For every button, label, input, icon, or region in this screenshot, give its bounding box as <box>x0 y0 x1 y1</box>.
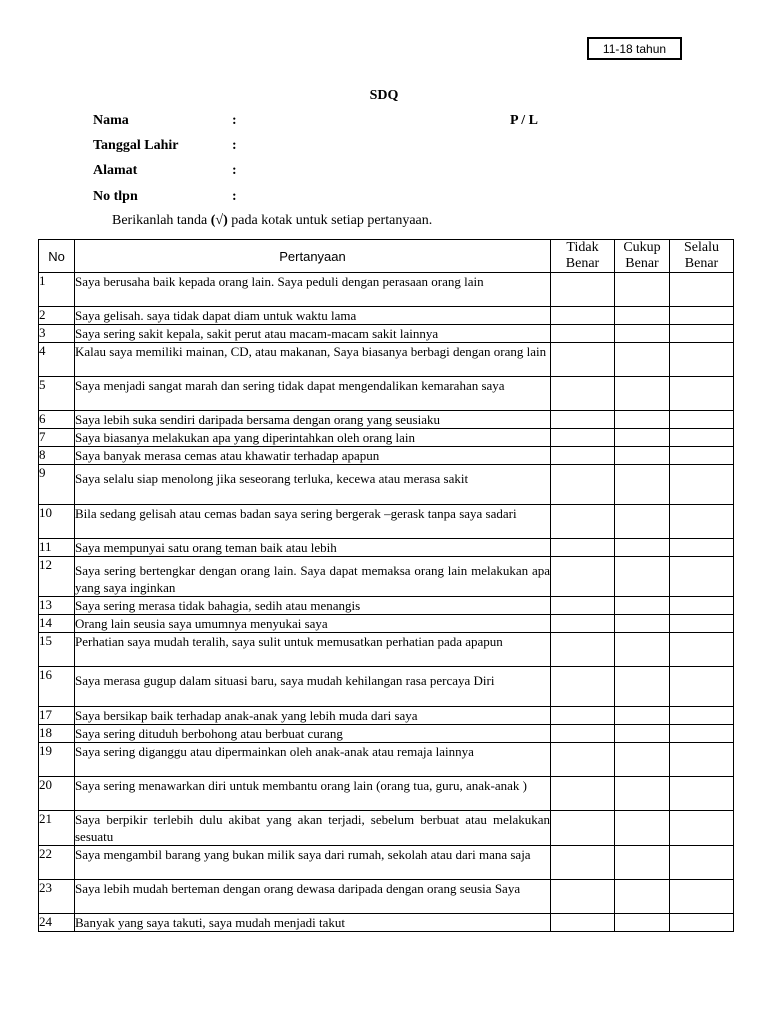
answer-selalu-benar-cell[interactable] <box>670 343 734 377</box>
question-number: 19 <box>39 743 75 777</box>
answer-cukup-benar-cell[interactable] <box>615 633 670 667</box>
answer-cukup-benar-cell[interactable] <box>615 343 670 377</box>
birthdate-label: Tanggal Lahir <box>93 138 179 153</box>
answer-cukup-benar-cell[interactable] <box>615 777 670 811</box>
answer-tidak-benar-cell[interactable] <box>551 743 615 777</box>
answer-selalu-benar-cell[interactable] <box>670 377 734 411</box>
answer-selalu-benar-cell[interactable] <box>670 667 734 707</box>
answer-selalu-benar-cell[interactable] <box>670 273 734 307</box>
table-row <box>39 377 734 411</box>
answer-selalu-benar-cell[interactable] <box>670 411 734 429</box>
question-number: 6 <box>39 411 75 429</box>
answer-tidak-benar-cell[interactable] <box>551 557 615 597</box>
answer-tidak-benar-cell[interactable] <box>551 447 615 465</box>
answer-tidak-benar-cell[interactable] <box>551 411 615 429</box>
question-number: 12 <box>39 557 75 597</box>
answer-selalu-benar-cell[interactable] <box>670 880 734 914</box>
question-text: Saya mengambil barang yang bukan milik saya dari rumah, sekolah atau dari mana saja <box>75 846 551 880</box>
answer-selalu-benar-cell[interactable] <box>670 633 734 667</box>
question-number: 21 <box>39 811 75 846</box>
question-text: Saya sering bertengkar dengan orang lain. Saya dapat memaksa orang lain melakukan apa yang saya inginkan <box>75 557 551 597</box>
question-text: Saya sering merasa tidak bahagia, sedih atau menangis <box>75 597 551 615</box>
question-number: 1 <box>39 273 75 307</box>
answer-tidak-benar-cell[interactable] <box>551 539 615 557</box>
address-colon: : <box>232 163 237 178</box>
question-number: 2 <box>39 307 75 325</box>
question-number: 7 <box>39 429 75 447</box>
address-label: Alamat <box>93 163 138 178</box>
question-number: 11 <box>39 539 75 557</box>
answer-selalu-benar-cell[interactable] <box>670 914 734 932</box>
question-text: Saya lebih suka sendiri daripada bersama dengan orang yang seusiaku <box>75 411 551 429</box>
table-row <box>39 597 734 615</box>
question-text: Saya sering menawarkan diri untuk membantu orang lain (orang tua, guru, anak-anak ) <box>75 777 551 811</box>
table-row <box>39 615 734 633</box>
answer-cukup-benar-cell[interactable] <box>615 707 670 725</box>
answer-cukup-benar-cell[interactable] <box>615 667 670 707</box>
answer-cukup-benar-cell[interactable] <box>615 429 670 447</box>
answer-cukup-benar-cell[interactable] <box>615 447 670 465</box>
answer-tidak-benar-cell[interactable] <box>551 307 615 325</box>
answer-tidak-benar-cell[interactable] <box>551 725 615 743</box>
table-row <box>39 633 734 667</box>
questionnaire-table <box>38 239 734 932</box>
answer-cukup-benar-cell[interactable] <box>615 377 670 411</box>
answer-selalu-benar-cell[interactable] <box>670 429 734 447</box>
answer-selalu-benar-cell[interactable] <box>670 811 734 846</box>
gender-label: P / L <box>510 113 539 128</box>
question-number: 14 <box>39 615 75 633</box>
table-row <box>39 447 734 465</box>
answer-tidak-benar-cell[interactable] <box>551 667 615 707</box>
age-range-box <box>587 37 682 60</box>
question-number: 5 <box>39 377 75 411</box>
answer-cukup-benar-cell[interactable] <box>615 273 670 307</box>
answer-cukup-benar-cell[interactable] <box>615 557 670 597</box>
instruction-text <box>112 213 432 229</box>
answer-tidak-benar-cell[interactable] <box>551 633 615 667</box>
question-number: 10 <box>39 505 75 539</box>
answer-tidak-benar-cell[interactable] <box>551 880 615 914</box>
question-text: Saya merasa gugup dalam situasi baru, saya mudah kehilangan rasa percaya Diri <box>75 667 551 707</box>
table-row <box>39 667 734 707</box>
answer-cukup-benar-cell[interactable] <box>615 539 670 557</box>
answer-tidak-benar-cell[interactable] <box>551 377 615 411</box>
answer-cukup-benar-cell[interactable] <box>615 846 670 880</box>
form-title: SDQ <box>369 88 399 103</box>
answer-selalu-benar-cell[interactable] <box>670 597 734 615</box>
answer-tidak-benar-cell[interactable] <box>551 429 615 447</box>
answer-tidak-benar-cell[interactable] <box>551 707 615 725</box>
header-no: No <box>39 240 75 273</box>
question-number: 16 <box>39 667 75 707</box>
answer-selalu-benar-cell[interactable] <box>670 557 734 597</box>
answer-cukup-benar-cell[interactable] <box>615 914 670 932</box>
question-number: 15 <box>39 633 75 667</box>
table-row <box>39 429 734 447</box>
table-row <box>39 343 734 377</box>
question-text: Saya mempunyai satu orang teman baik atau lebih <box>75 539 551 557</box>
answer-tidak-benar-cell[interactable] <box>551 914 615 932</box>
answer-tidak-benar-cell[interactable] <box>551 505 615 539</box>
answer-selalu-benar-cell[interactable] <box>670 325 734 343</box>
question-number: 22 <box>39 846 75 880</box>
table-row <box>39 465 734 505</box>
answer-tidak-benar-cell[interactable] <box>551 811 615 846</box>
answer-selalu-benar-cell[interactable] <box>670 743 734 777</box>
answer-cukup-benar-cell[interactable] <box>615 505 670 539</box>
answer-tidak-benar-cell[interactable] <box>551 597 615 615</box>
check-mark-symbol: (√) <box>210 213 228 228</box>
table-row <box>39 811 734 846</box>
answer-cukup-benar-cell[interactable] <box>615 307 670 325</box>
answer-cukup-benar-cell[interactable] <box>615 411 670 429</box>
question-number: 8 <box>39 447 75 465</box>
question-number: 9 <box>39 465 75 505</box>
table-row <box>39 880 734 914</box>
instruction-before: Berikanlah tanda <box>112 213 208 228</box>
question-text: Saya berusaha baik kepada orang lain. Saya peduli dengan perasaan orang lain <box>75 273 551 307</box>
question-text: Saya selalu siap menolong jika seseorang terluka, kecewa atau merasa sakit <box>75 465 551 505</box>
header-cukup-benar: Cukup Benar <box>615 240 670 273</box>
answer-selalu-benar-cell[interactable] <box>670 307 734 325</box>
answer-tidak-benar-cell[interactable] <box>551 273 615 307</box>
answer-tidak-benar-cell[interactable] <box>551 615 615 633</box>
table-row <box>39 325 734 343</box>
question-text: Orang lain seusia saya umumnya menyukai saya <box>75 615 551 633</box>
table-row <box>39 273 734 307</box>
answer-selalu-benar-cell[interactable] <box>670 505 734 539</box>
answer-cukup-benar-cell[interactable] <box>615 743 670 777</box>
question-text: Saya berpikir terlebih dulu akibat yang akan terjadi, sebelum berbuat atau melakukan sesuatu <box>75 812 550 844</box>
answer-selalu-benar-cell[interactable] <box>670 447 734 465</box>
table-row <box>39 846 734 880</box>
table-row <box>39 505 734 539</box>
answer-selalu-benar-cell[interactable] <box>670 725 734 743</box>
answer-tidak-benar-cell[interactable] <box>551 777 615 811</box>
table-header-row <box>39 240 734 273</box>
answer-selalu-benar-cell[interactable] <box>670 465 734 505</box>
question-text: Saya banyak merasa cemas atau khawatir terhadap apapun <box>75 447 551 465</box>
header-selalu-benar: Selalu Benar <box>670 240 734 273</box>
phone-colon: : <box>232 189 237 204</box>
answer-cukup-benar-cell[interactable] <box>615 615 670 633</box>
question-number: 18 <box>39 725 75 743</box>
question-text: Bila sedang gelisah atau cemas badan saya sering bergerak –gerask tanpa saya sadari <box>75 505 551 539</box>
question-text: Saya lebih mudah berteman dengan orang dewasa daripada dengan orang seusia Saya <box>75 880 551 914</box>
answer-selalu-benar-cell[interactable] <box>670 707 734 725</box>
answer-cukup-benar-cell[interactable] <box>615 325 670 343</box>
question-text: Kalau saya memiliki mainan, CD, atau makanan, Saya biasanya berbagi dengan orang lain <box>75 343 551 377</box>
answer-cukup-benar-cell[interactable] <box>615 811 670 846</box>
table-row <box>39 743 734 777</box>
phone-label: No tlpn <box>93 189 138 204</box>
answer-tidak-benar-cell[interactable] <box>551 846 615 880</box>
answer-tidak-benar-cell[interactable] <box>551 325 615 343</box>
instruction-after: pada kotak untuk setiap pertanyaan. <box>231 213 433 228</box>
header-question: Pertanyaan <box>75 240 551 273</box>
answer-cukup-benar-cell[interactable] <box>615 725 670 743</box>
question-number: 17 <box>39 707 75 725</box>
table-row <box>39 557 734 597</box>
question-text: Perhatian saya mudah teralih, saya sulit untuk memusatkan perhatian pada apapun <box>75 633 551 667</box>
table-row <box>39 411 734 429</box>
answer-cukup-benar-cell[interactable] <box>615 465 670 505</box>
question-number: 24 <box>39 914 75 932</box>
answer-selalu-benar-cell[interactable] <box>670 615 734 633</box>
age-range-label: 11-18 tahun <box>602 41 667 56</box>
question-number: 3 <box>39 325 75 343</box>
question-number: 4 <box>39 343 75 377</box>
table-row <box>39 914 734 932</box>
question-text: Saya biasanya melakukan apa yang diperintahkan oleh orang lain <box>75 429 551 447</box>
question-number: 23 <box>39 880 75 914</box>
answer-selalu-benar-cell[interactable] <box>670 777 734 811</box>
question-text: Saya menjadi sangat marah dan sering tidak dapat mengendalikan kemarahan saya <box>75 377 551 411</box>
table-row <box>39 539 734 557</box>
answer-selalu-benar-cell[interactable] <box>670 846 734 880</box>
question-text: Banyak yang saya takuti, saya mudah menjadi takut <box>75 914 551 932</box>
question-text: Saya sering dituduh berbohong atau berbuat curang <box>75 725 551 743</box>
birthdate-colon: : <box>232 138 237 153</box>
question-number: 13 <box>39 597 75 615</box>
name-colon: : <box>232 113 237 128</box>
name-label: Nama <box>93 113 129 128</box>
question-number: 20 <box>39 777 75 811</box>
question-text: Saya sering diganggu atau dipermainkan oleh anak-anak atau remaja lainnya <box>75 743 551 777</box>
answer-cukup-benar-cell[interactable] <box>615 597 670 615</box>
table-row <box>39 307 734 325</box>
answer-cukup-benar-cell[interactable] <box>615 880 670 914</box>
table-row <box>39 725 734 743</box>
table-row <box>39 707 734 725</box>
question-text: Saya gelisah. saya tidak dapat diam untuk waktu lama <box>75 307 551 325</box>
question-text: Saya bersikap baik terhadap anak-anak yang lebih muda dari saya <box>75 707 551 725</box>
answer-tidak-benar-cell[interactable] <box>551 343 615 377</box>
header-tidak-benar: Tidak Benar <box>551 240 615 273</box>
table-row <box>39 777 734 811</box>
question-text: Saya sering sakit kepala, sakit perut atau macam-macam sakit lainnya <box>75 325 551 343</box>
answer-selalu-benar-cell[interactable] <box>670 539 734 557</box>
answer-tidak-benar-cell[interactable] <box>551 465 615 505</box>
